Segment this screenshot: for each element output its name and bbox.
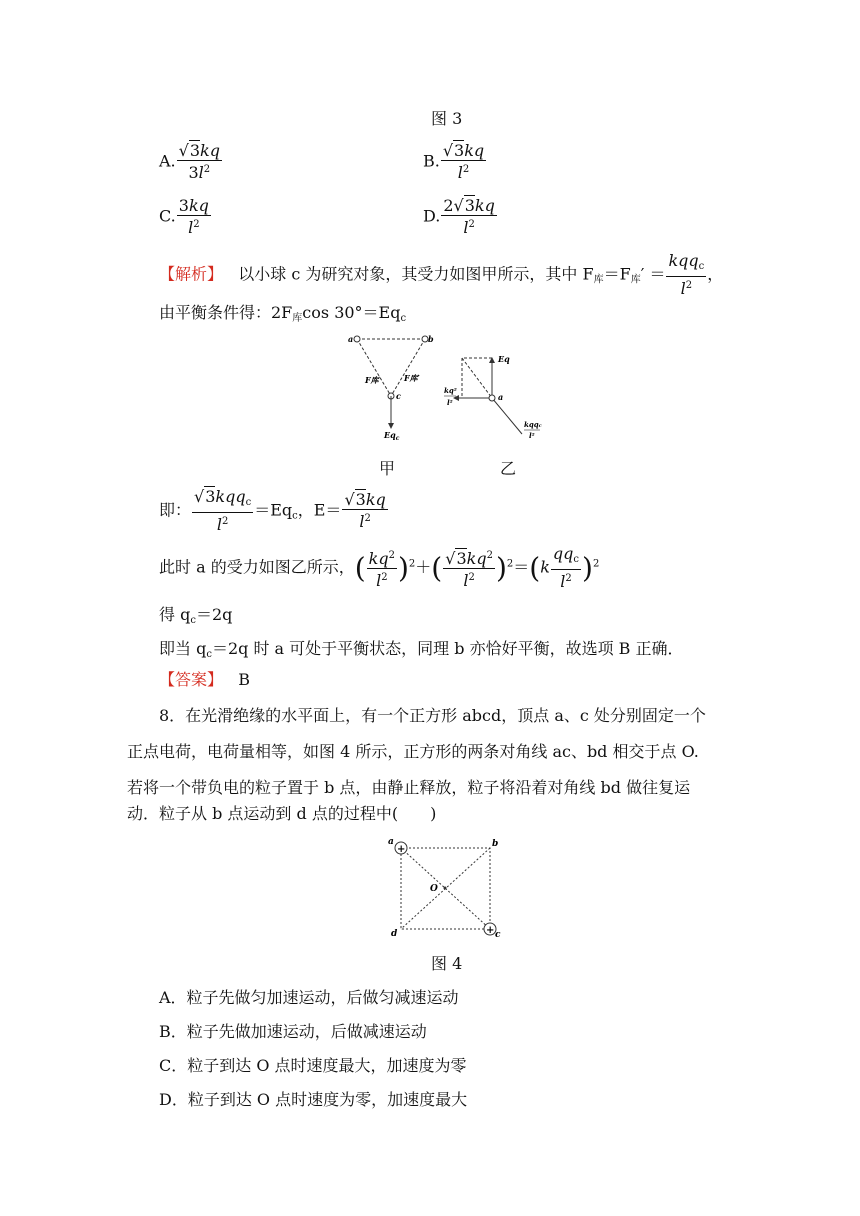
analysis-line-1: 【解析】 以小球 c 为研究对象，其受力如图甲所示，其中 $F_库=F_库'$ ＝ $\frac{kqq_c}{l^2}$ ，	[159, 251, 724, 298]
q8-line-2: 正点电荷，电荷量相等，如图 4 所示，正方形的两条对角线 ac、bd 相交于点 O.	[127, 742, 699, 761]
label-o-fig4: O	[430, 884, 438, 894]
option-b: B. $\frac{√3kq}{l^2}$	[423, 141, 485, 182]
label-c-fig4: c	[495, 930, 501, 940]
q8-option-d: D．粒子到达 O 点时速度为零，加速度最大	[159, 1090, 468, 1109]
label-d-fig4: d	[391, 929, 398, 939]
svg-text:l²: l²	[529, 431, 535, 440]
analysis-force-line: 此时 a 的受力如图乙所示，( $\frac{kq^2}{l^2}$ )$^2$＋( $\frac{√3kq^2}{l^2}$ )$^2$＝(k $\frac{qq_c}{l^2}$ )$^2$	[159, 544, 600, 591]
figure-jia-caption: 甲	[379, 459, 396, 478]
label-eq: Eq	[498, 354, 510, 364]
analysis-de-line: 得 $q_c=2q$	[159, 605, 233, 626]
figure-jia	[340, 330, 450, 445]
label-kq2: kq²	[444, 386, 457, 395]
label-a-fig4: a	[388, 837, 394, 847]
figure-yi	[440, 350, 550, 445]
svg-text:+: +	[486, 925, 495, 936]
label-fku-prime: F库′	[404, 373, 420, 383]
answer-line	[159, 667, 250, 690]
answer-tag: 【答案】	[159, 670, 224, 689]
figure-yi-caption: 乙	[500, 459, 517, 478]
q8-line-3: 若将一个带负电的粒子置于 b 点，由静止释放，粒子将沿着对角线 bd 做往复运	[127, 778, 691, 797]
q8-line-4: 动．粒子从 b 点运动到 d 点的过程中( )	[127, 804, 437, 823]
label-kqqc: kqqc	[524, 420, 542, 429]
label-eqc: $Eq_c$	[384, 430, 400, 442]
option-a: A. $\frac{√3kq}{3l^2}$	[159, 141, 220, 182]
svg-text:+: +	[397, 844, 406, 855]
label-b-jia: b	[428, 334, 434, 344]
figure-3-caption: 图 3	[431, 109, 463, 128]
answer-value: B	[238, 670, 251, 689]
label-c-jia: c	[396, 391, 401, 401]
option-c: C. $\frac{3kq}{l^2}$	[159, 196, 209, 237]
analysis-line-2: 由平衡条件得：$2F_库\cos$ $30^\circ=Eq_c$	[159, 303, 407, 324]
analysis-tag: 【解析】	[159, 264, 224, 284]
q8-line-1: 8．在光滑绝缘的水平面上，有一个正方形 abcd，顶点 a、c 处分别固定一个	[159, 706, 706, 725]
q8-option-c: C．粒子到达 O 点时速度最大，加速度为零	[159, 1056, 467, 1075]
label-fku: F库	[365, 375, 379, 385]
figure-4	[385, 832, 505, 940]
figure-4-caption: 图 4	[431, 954, 463, 973]
q8-option-a: A．粒子先做匀加速运动，后做匀减速运动	[159, 988, 459, 1007]
label-a-yi: a	[498, 392, 504, 402]
option-d: D. $\frac{2√3kq}{l^2}$	[423, 196, 495, 237]
label-b-fig4: b	[492, 839, 499, 849]
analysis-ji-line: 即： $\frac{√3kqq_c}{l^2}$ $=Eq_c$，E＝ $\frac{√3kq}{l^2}$	[159, 487, 386, 534]
label-a-jia: a	[348, 334, 354, 344]
svg-text:l²: l²	[447, 398, 453, 407]
analysis-conclusion: 即当 $q_c=2q$ 时 a 可处于平衡状态，同理 b 亦恰好平衡，故选项 B 正确．	[159, 639, 684, 660]
q8-option-b: B．粒子先做加速运动，后做减速运动	[159, 1022, 427, 1041]
